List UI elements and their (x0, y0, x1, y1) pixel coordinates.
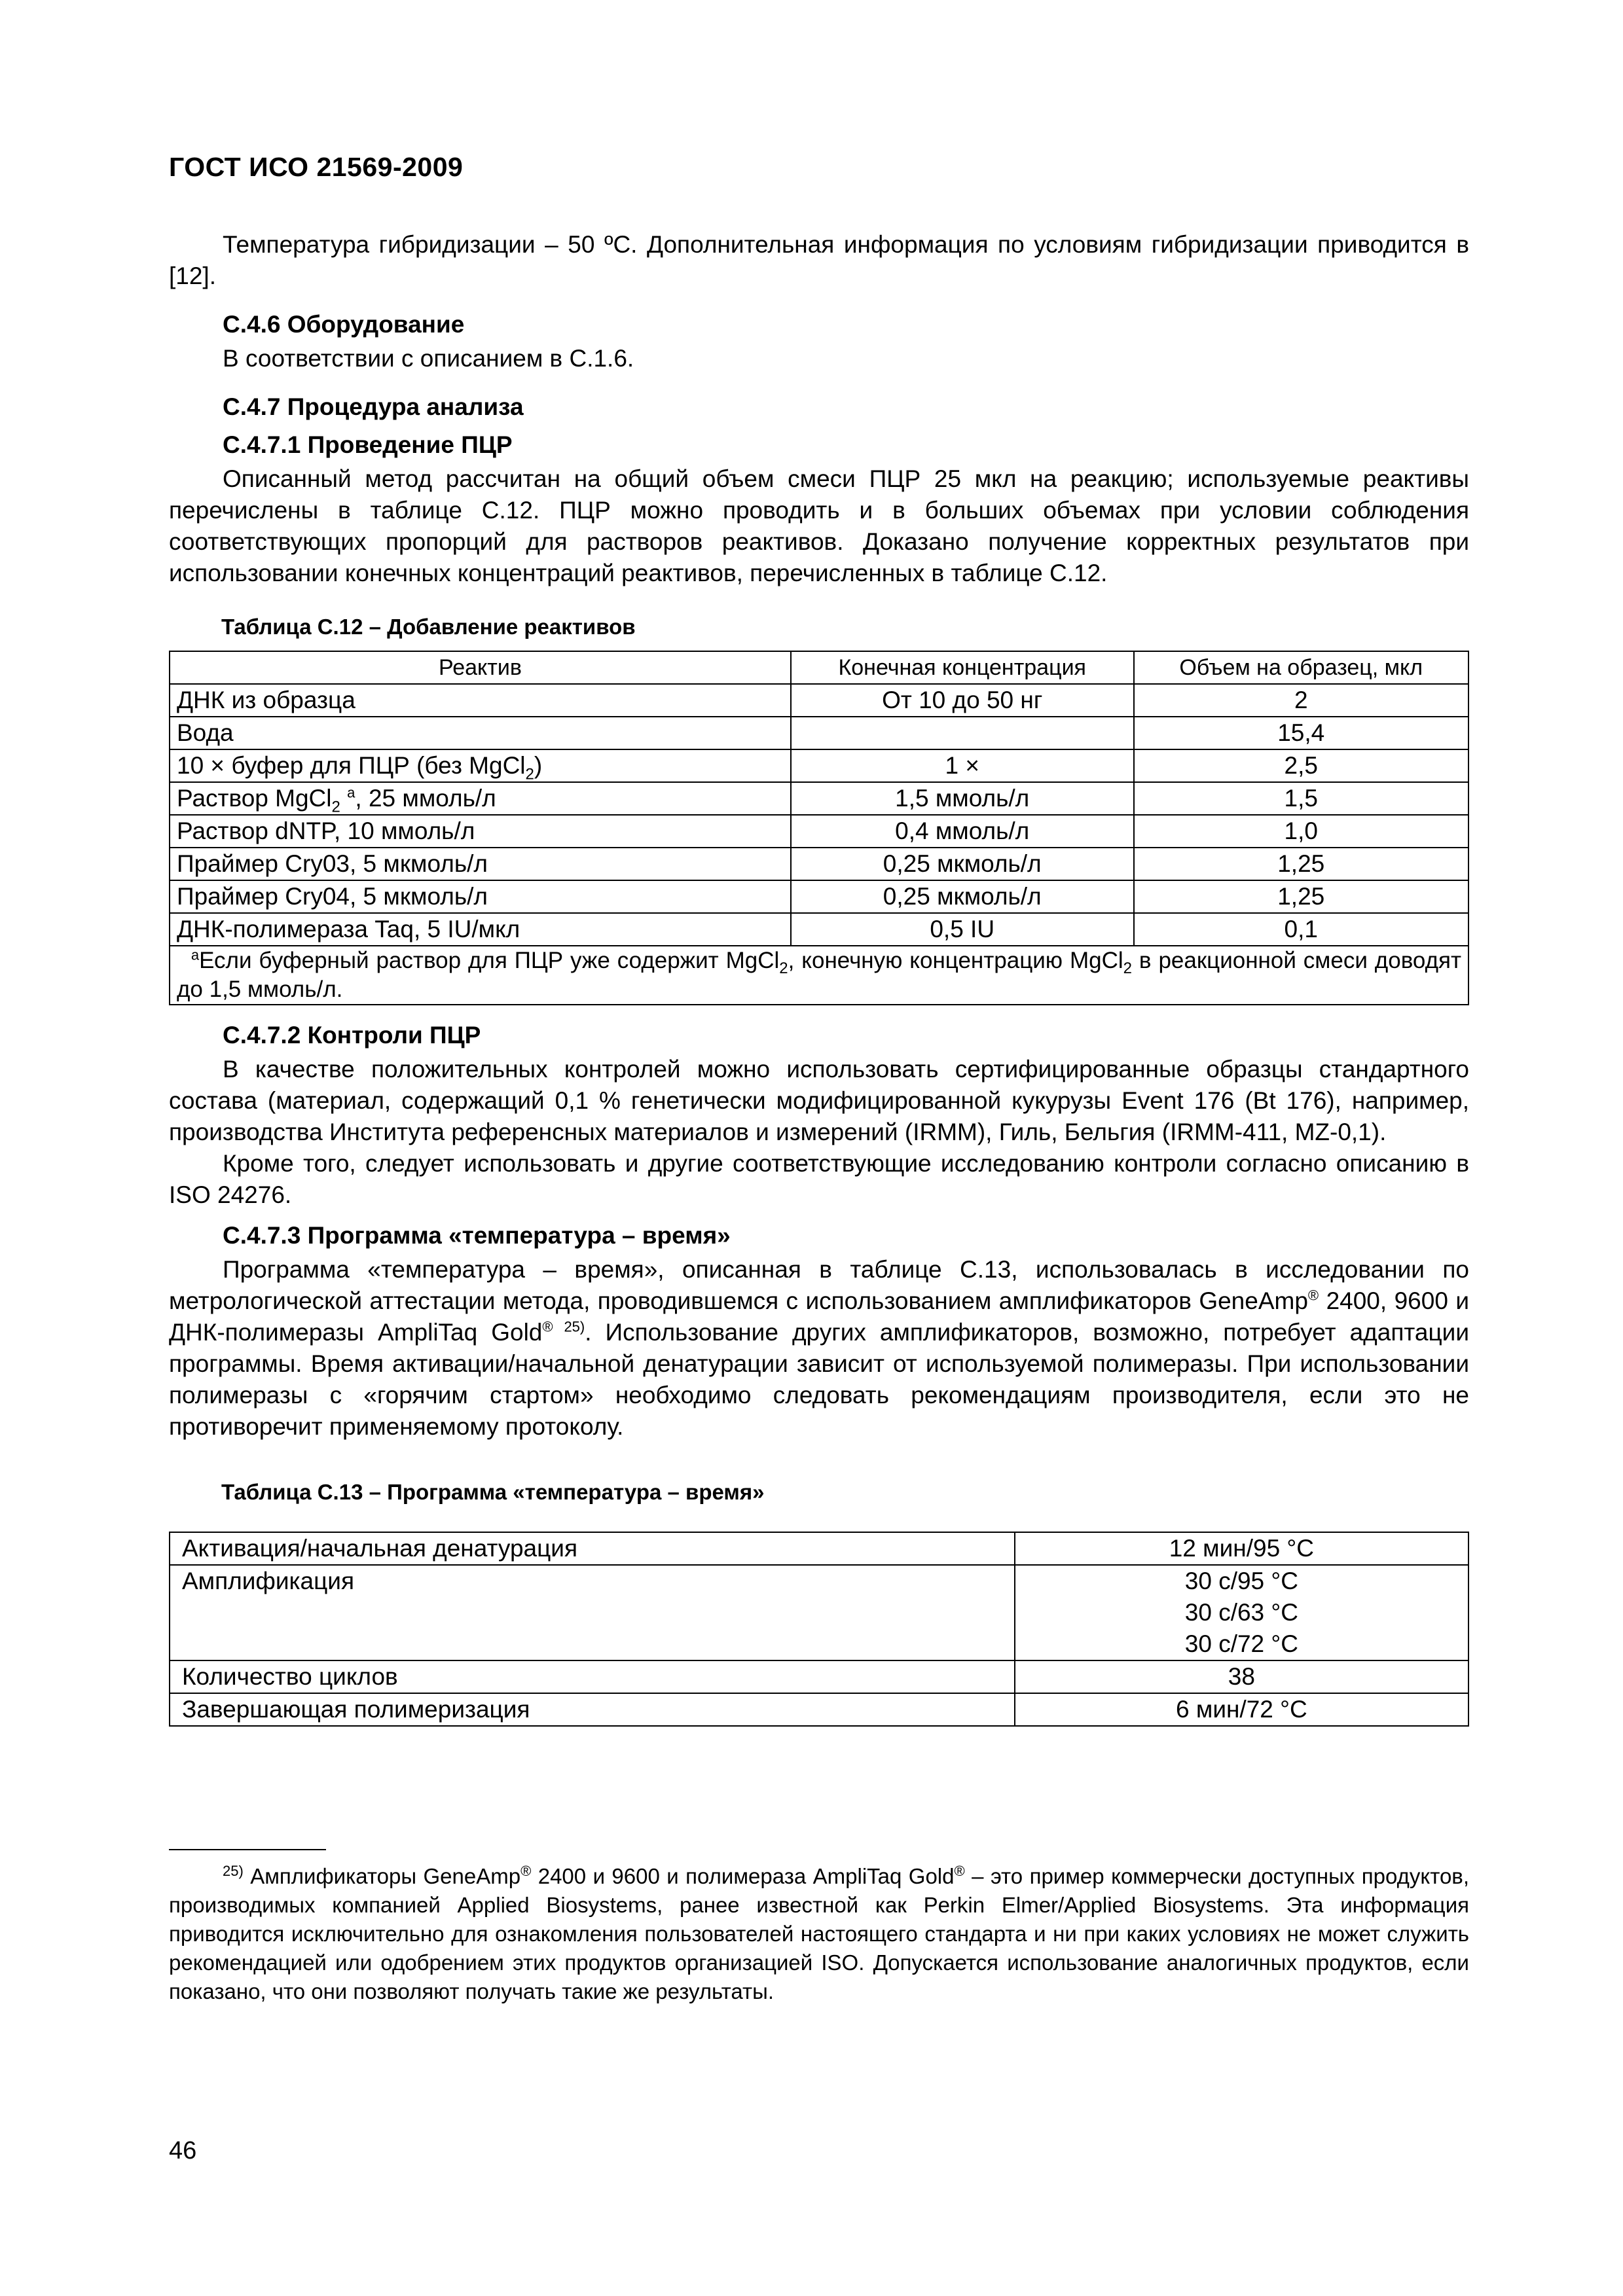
reagent-cell: Раствор dNTP, 10 ммоль/л (170, 815, 791, 848)
footnote-text: 2400 и 9600 и полимераза AmpliTaq Gold (531, 1864, 955, 1888)
table-row (170, 815, 1468, 848)
program-value-line: 30 с/63 °С (1184, 1599, 1298, 1626)
section-c46-title: С.4.6 Оборудование (223, 311, 465, 338)
volume-cell: 1,25 (1134, 880, 1469, 913)
reagent-text: , 25 ммоль/л (355, 785, 496, 812)
table-row (170, 1565, 1468, 1660)
paragraph-text: Программа «температура – время», описанная в таблице С.13, использовалась в исследовании по метрологической аттестации метода, проводившемся с использованием амплификаторов GeneAmp (169, 1256, 1469, 1314)
table-c12-caption: Таблица С.12 – Добавление реактивов (221, 615, 636, 639)
document-header: ГОСТ ИСО 21569-2009 (169, 152, 464, 182)
table-row (170, 1693, 1468, 1726)
subscript: 2 (331, 798, 340, 816)
table-c13-caption: Таблица С.13 – Программа «температура – время» (221, 1480, 765, 1504)
section-c46-text: В соответствии с описанием в С.1.6. (223, 345, 634, 372)
concentration-cell: 0,25 мкмоль/л (791, 848, 1134, 880)
concentration-cell: От 10 до 50 нг (791, 684, 1134, 717)
note-mark: a (347, 784, 356, 801)
section-c473-text (169, 1254, 1469, 1443)
program-value-cell: 6 мин/72 °С (1015, 1693, 1468, 1726)
step-cell: Активация/начальная денатурация (170, 1532, 1015, 1565)
subscript: 2 (779, 960, 788, 977)
subscript: 2 (1123, 960, 1133, 977)
volume-cell: 1,5 (1134, 782, 1469, 815)
program-value-cell (1015, 1565, 1468, 1660)
concentration-cell (791, 717, 1134, 749)
table-row (170, 1660, 1468, 1693)
page-content (169, 229, 1469, 1727)
section-c471-title: С.4.7.1 Проведение ПЦР (223, 431, 513, 458)
section-c472-text1: В качестве положительных контролей можно использовать сертифицированные образцы стандартного состава (материал, содержащий 0,1 % генетически модифицированной кукурузы Event 176 (Bt 176), например, производства Института референсных материалов и измерений (IRMM), Гиль, Бельгия (IRMM-411, MZ-0,1). (169, 1056, 1469, 1145)
footnote (169, 1862, 1469, 2006)
reagent-text: ) (534, 752, 543, 779)
note-text: , конечную концентрацию MgCl (788, 948, 1123, 973)
table-row (170, 749, 1468, 782)
table-c12-note-row (170, 946, 1468, 1005)
table-row (170, 848, 1468, 880)
subscript: 2 (525, 765, 534, 783)
step-cell: Амплификация (170, 1565, 1015, 1660)
footnote-separator (169, 1849, 326, 1850)
reagent-cell (170, 782, 791, 815)
reagent-cell: Вода (170, 717, 791, 749)
program-value-line: 30 с/95 °С (1184, 1568, 1298, 1594)
table-row (170, 684, 1468, 717)
volume-cell: 1,0 (1134, 815, 1469, 848)
step-cell: Завершающая полимеризация (170, 1693, 1015, 1726)
reagent-cell: ДНК-полимераза Taq, 5 IU/мкл (170, 913, 791, 946)
reagent-text: Раствор MgCl (177, 785, 332, 812)
registered-mark: ® (954, 1863, 965, 1879)
note-text: Если буферный раствор для ПЦР уже содержит MgCl (199, 948, 780, 973)
table-c12-header-reagent: Реактив (170, 651, 791, 684)
table-row (170, 880, 1468, 913)
step-cell: Количество циклов (170, 1660, 1015, 1693)
table-row (170, 717, 1468, 749)
intro-paragraph: Температура гибридизации – 50 ºС. Дополнительная информация по условиям гибридизации приводится в [12]. (169, 231, 1469, 289)
footnote-number: 25) (223, 1863, 244, 1879)
table-c13 (169, 1532, 1469, 1727)
volume-cell: 15,4 (1134, 717, 1469, 749)
volume-cell: 1,25 (1134, 848, 1469, 880)
concentration-cell: 0,25 мкмоль/л (791, 880, 1134, 913)
section-c473-title: С.4.7.3 Программа «температура – время» (223, 1222, 731, 1249)
table-c12-header-conc: Конечная концентрация (791, 651, 1134, 684)
section-c47-title: С.4.7 Процедура анализа (223, 393, 524, 420)
program-value-cell: 12 мин/95 °С (1015, 1532, 1468, 1565)
section-c471-text: Описанный метод рассчитан на общий объем смеси ПЦР 25 мкл на реакцию; используемые реактивы перечислены в таблице С.12. ПЦР можно проводить и в больших объемах при условии соблюдения соответствующих пропорций для растворов реактивов. Доказано получение корректных результатов при использовании конечных концентраций реактивов, перечисленных в таблице С.12. (169, 465, 1469, 586)
footnote-text: – это пример коммерчески доступных продуктов, производимых компанией Applied Biosystems, ранее известной как Perkin Elmer/Applied Biosystems. Эта информация приводится исключительно для ознакомления пользователей настоящего стандарта и ни при каких условиях не может служить рекомендацией или одобрением этих продуктов организацией ISO. Допускается использование аналогичных продуктов, если показано, что они позволяют получать такие же результаты. (169, 1864, 1469, 2003)
page-number: 46 (169, 2137, 197, 2164)
table-c12-header-row (170, 651, 1468, 684)
reagent-cell: ДНК из образца (170, 684, 791, 717)
reagent-cell: Праймер Cry04, 5 мкмоль/л (170, 880, 791, 913)
program-value-cell: 38 (1015, 1660, 1468, 1693)
table-c12 (169, 651, 1469, 1005)
volume-cell: 2 (1134, 684, 1469, 717)
volume-cell: 2,5 (1134, 749, 1469, 782)
table-c12-header-vol: Объем на образец, мкл (1134, 651, 1469, 684)
section-c472-title: С.4.7.2 Контроли ПЦР (223, 1022, 481, 1049)
concentration-cell: 1 × (791, 749, 1134, 782)
table-row (170, 782, 1468, 815)
footnote-reference: ® 25) (542, 1318, 585, 1335)
concentration-cell: 0,4 ммоль/л (791, 815, 1134, 848)
paragraph-text: 2400, 9600 и ДНК-полимеразы AmpliTaq Gold (169, 1287, 1469, 1346)
registered-mark: ® (520, 1863, 532, 1879)
table-c12-note (170, 946, 1468, 1005)
table-row (170, 1532, 1468, 1565)
table-row (170, 913, 1468, 946)
reagent-text: 10 × буфер для ПЦР (без MgCl (177, 752, 526, 779)
section-c472-text2: Кроме того, следует использовать и другие соответствующие исследованию контроли согласно описанию в ISO 24276. (169, 1150, 1469, 1208)
volume-cell: 0,1 (1134, 913, 1469, 946)
program-value-line: 30 с/72 °С (1184, 1630, 1298, 1657)
note-text: в реакционной смеси доводят до 1,5 ммоль/л. (177, 948, 1461, 1002)
concentration-cell: 1,5 ммоль/л (791, 782, 1134, 815)
registered-mark: ® (1307, 1287, 1319, 1304)
note-mark: a (191, 946, 200, 963)
reagent-cell: Праймер Cry03, 5 мкмоль/л (170, 848, 791, 880)
footnote-text: Амплификаторы GeneAmp (243, 1864, 521, 1888)
paragraph-text: . Использование других амплификаторов, возможно, потребует адаптации программы. Время активации/начальной денатурации зависит от используемой полимеразы. При использовании полимеразы с «горячим стартом» необходимо следовать рекомендациям производителя, если это не противоречит применяемому протоколу. (169, 1319, 1469, 1440)
reagent-cell (170, 749, 791, 782)
concentration-cell: 0,5 IU (791, 913, 1134, 946)
